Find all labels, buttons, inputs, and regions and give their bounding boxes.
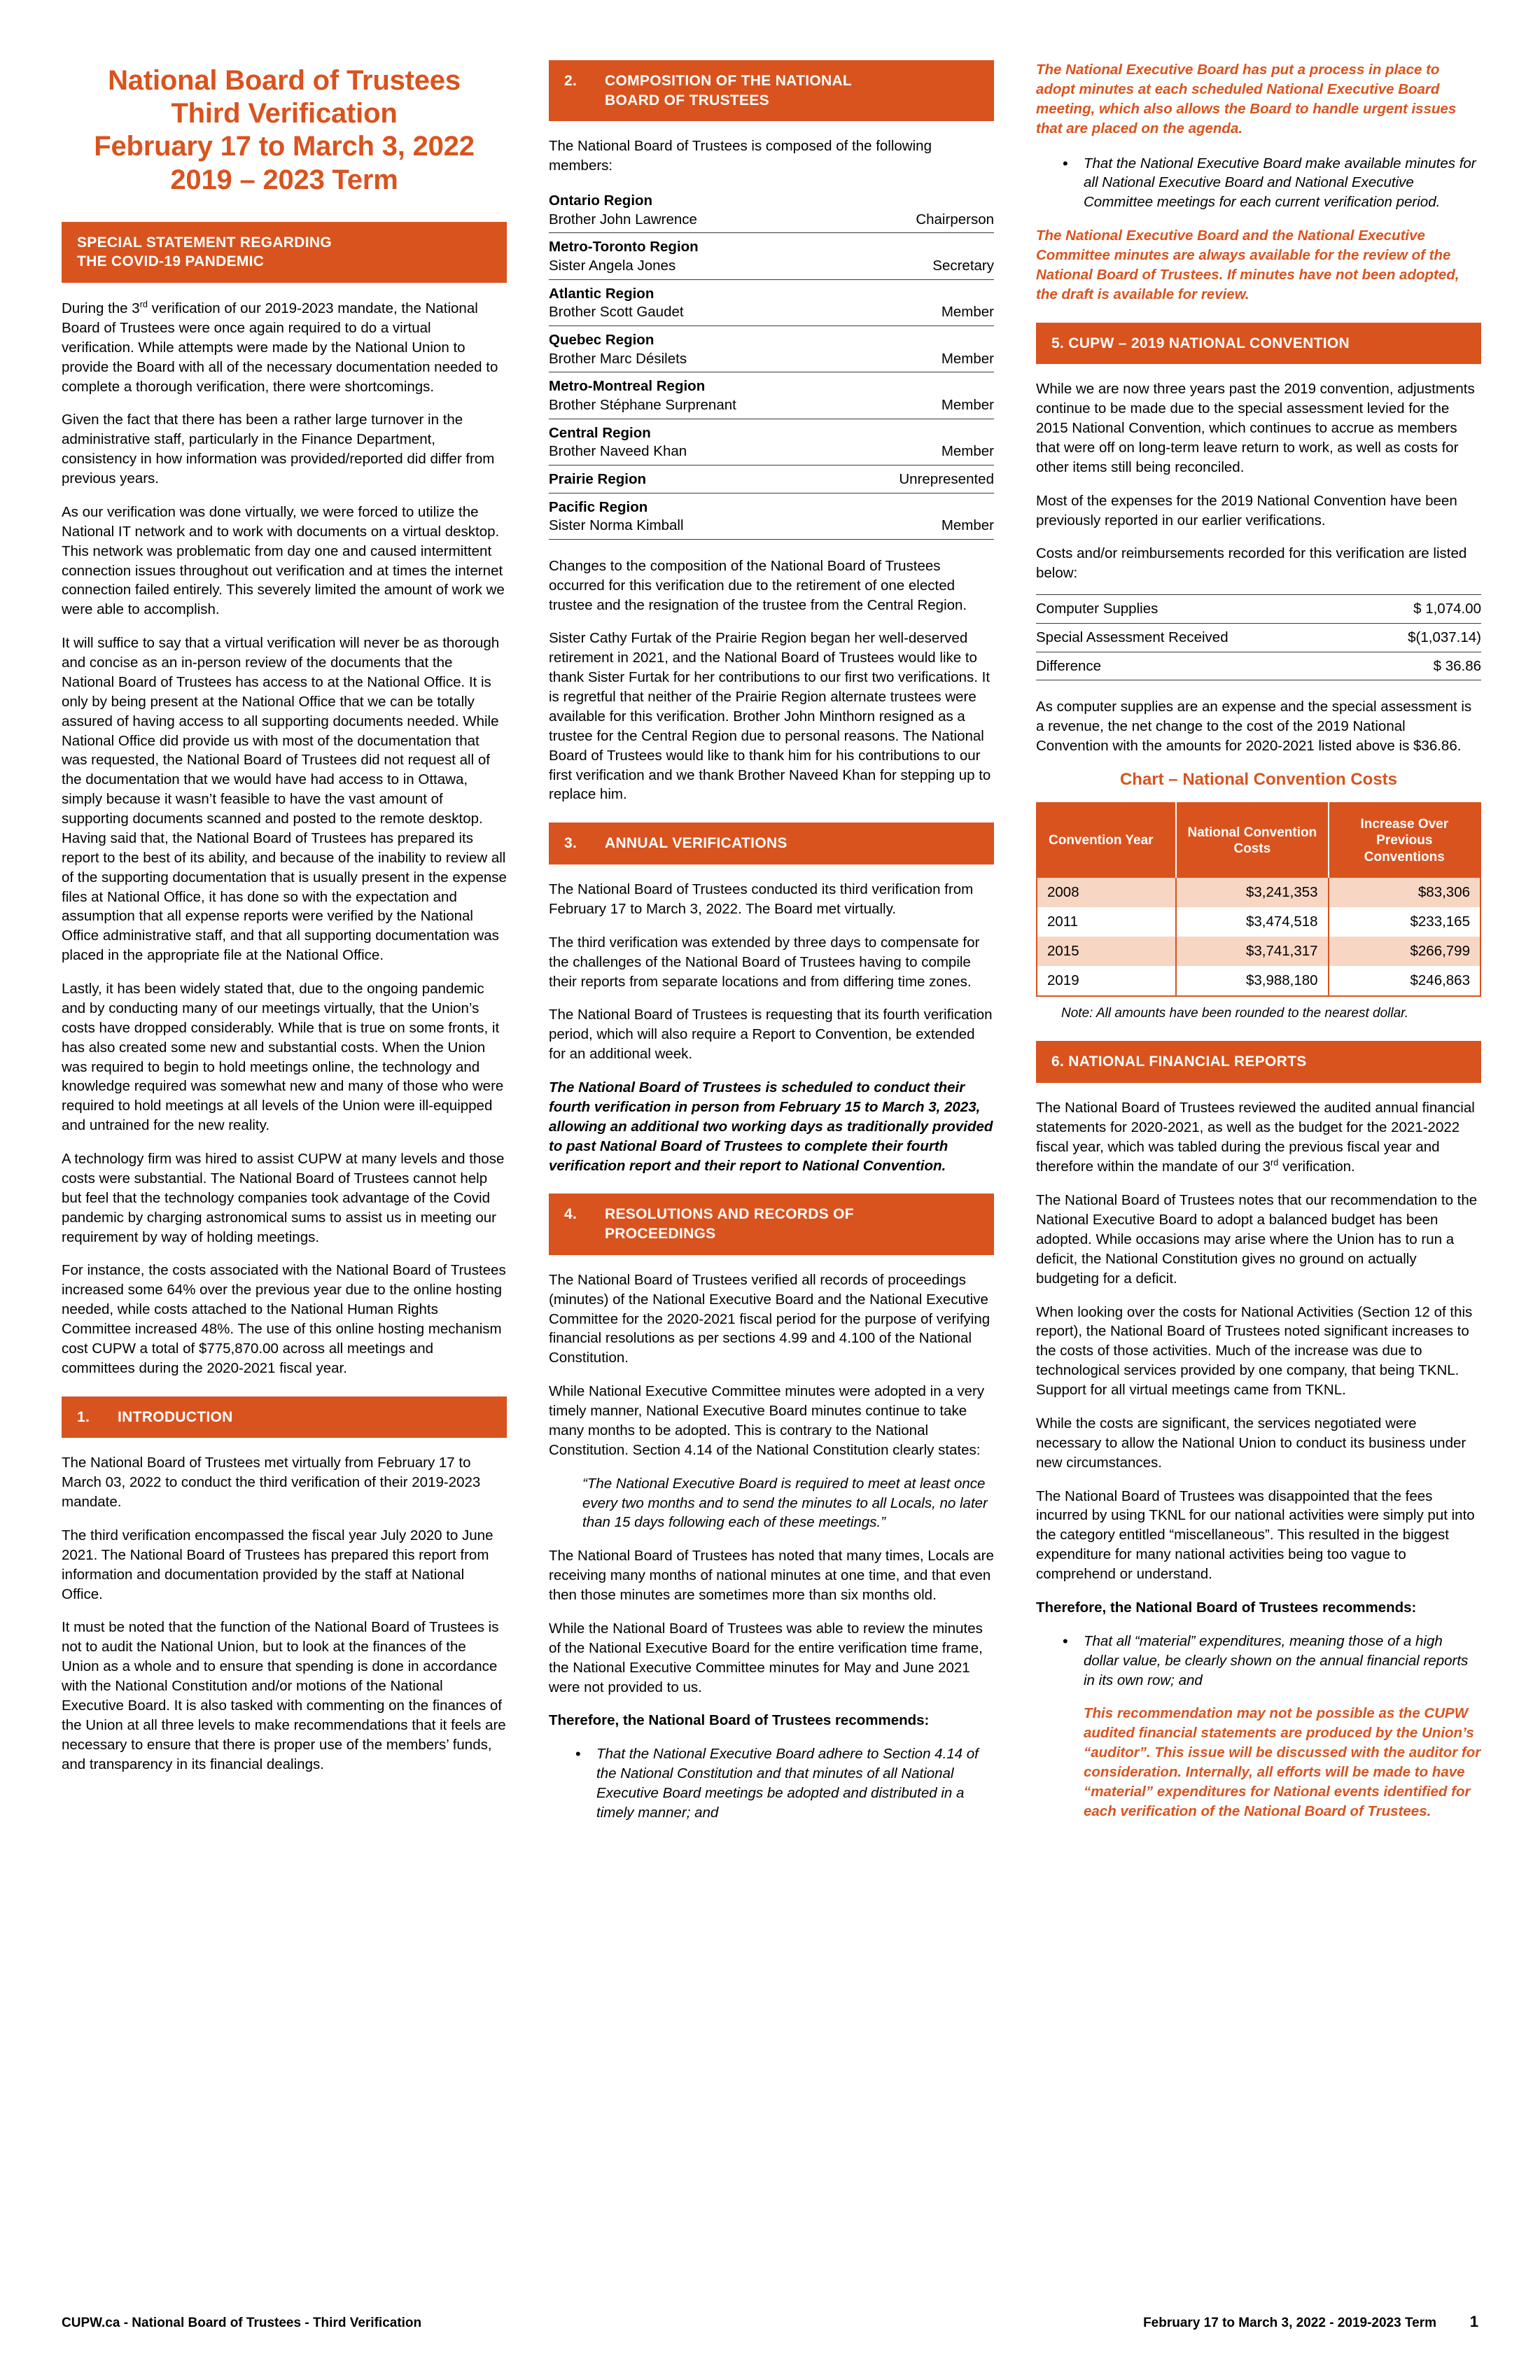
title-line-4: 2019 – 2023 Term	[170, 164, 398, 195]
member-role: Member	[941, 517, 994, 534]
title-line-2: Third Verification	[171, 98, 398, 130]
section-2-title-line-1: COMPOSITION OF THE NATIONAL	[605, 73, 853, 89]
cost-amount: $ 36.86	[1358, 652, 1481, 680]
section-2-number: 2.	[564, 73, 578, 89]
section-4-recommendation-list	[549, 1744, 994, 1823]
section-3-paragraph-4: The National Board of Trustees is scheduled to conduct their fourth verification in person from February 15 to March 3, 2023, allowing an additional two working days as traditionally provided to past National Board of Trustees to complete their fourth verification report and their report to National Convention.	[549, 1079, 993, 1174]
table-row	[549, 326, 994, 372]
ordinal-superscript: rd	[1270, 1157, 1279, 1168]
section-4-heading	[549, 1194, 994, 1254]
section-1-title: INTRODUCTION	[118, 1408, 233, 1425]
table-row	[549, 279, 994, 326]
section-4-title-line-1: RESOLUTIONS AND RECORDS OF	[605, 1206, 854, 1223]
section-4-response-2: The National Executive Board and the National Executive Committee minutes are always available for the review of the National Board of Trustees. If minutes have not been adopted, the draft is available for review.	[1036, 227, 1460, 302]
section-5-paragraph-3: Costs and/or reimbursements recorded for this verification are listed below:	[1036, 545, 1467, 582]
cell-convention-cost: $3,474,518	[1176, 907, 1328, 937]
section-4-paragraph-1: The National Board of Trustees verified all records of proceedings (minutes) of the National Executive Board and the National Executive Committee for the 2020-2021 fiscal period for the purpose of verifying financial resolutions as per sections 4.99 and 4.100 of the National Constitution.	[549, 1271, 990, 1366]
special-statement-heading	[62, 222, 507, 283]
list-item: • That the National Executive Board make available minutes for all National Executive Board and National Executive Committee meetings for each current verification period.	[1060, 154, 1481, 213]
special-statement-paragraph-3: As our verification was done virtually, we were forced to utilize the National IT network and to work with documents on a virtual desktop. This network was problematic from day one and caused intermittent connection issues throughout out verification and at times the internet connection failed entirely. This severely limited the amount of work we were able to accomplish.	[62, 503, 505, 618]
table-row	[1036, 652, 1481, 680]
page-footer	[62, 2313, 1478, 2337]
column-two	[549, 60, 994, 1837]
special-statement-paragraph-7: For instance, the costs associated with the National Board of Trustees increased some 64% over the previous year due to the online hosting needed, while costs attached to the National Human Rights Committee increased 48%. The use of this online hosting mechanism cost CUPW a total of $775,870.00 across all meetings and committees during the 2020-2021 fiscal year.	[62, 1262, 506, 1376]
member-name: Sister Angela Jones	[549, 258, 676, 274]
special-statement-heading-line-2: THE COVID-19 PANDEMIC	[77, 253, 265, 270]
special-statement-heading-line-1: SPECIAL STATEMENT REGARDING	[77, 234, 332, 251]
member-region: Prairie Region	[549, 470, 646, 487]
section-4-paragraph-3: The National Board of Trustees has noted that many times, Locals are receiving many months of national minutes at one time, and that even then those minutes are sometimes more than six months old.	[549, 1548, 994, 1604]
section6-para1-prefix: The National Board of Trustees reviewed the audited annual financial statements for 2020-2021, as well as the budget for the 2021-2022 fiscal year, which was tabled during the previous fiscal year and therefore within the mandate of our 3	[1036, 1099, 1475, 1175]
title-line-1: National Board of Trustees	[108, 65, 461, 96]
section-1-number: 1.	[77, 1408, 90, 1425]
section-1-heading	[62, 1396, 507, 1438]
footer-right-text: February 17 to March 3, 2022 - 2019-2023 Term	[1143, 2316, 1436, 2330]
section-6-recommends-label: Therefore, the National Board of Trustees recommends:	[1036, 1599, 1417, 1616]
cell-convention-cost: $3,241,353	[1176, 878, 1328, 907]
member-name: Brother Naveed Khan	[549, 443, 687, 460]
table-row	[1037, 937, 1480, 966]
section-5-heading	[1036, 323, 1481, 365]
section-4-recommendation-list-continued	[1036, 154, 1481, 213]
list-item: • That the National Executive Board adhere to Section 4.14 of the National Constitution and that minutes of all National Executive Board meetings be adopted and distributed in a timely manner; and	[573, 1744, 994, 1823]
member-name: Brother Scott Gaudet	[549, 304, 684, 321]
cost-label: Difference	[1036, 652, 1358, 680]
table-row	[549, 187, 994, 233]
member-role: Member	[941, 304, 994, 321]
chart-title: Chart – National Convention Costs	[1119, 769, 1398, 789]
section-4-number: 4.	[564, 1206, 578, 1223]
section6-para1-suffix: verification.	[1278, 1158, 1355, 1175]
section-2-paragraph-1: Changes to the composition of the National Board of Trustees occurred for this verification due to the retirement of one elected trustee and the resignation of the trustee from the Central Region.	[549, 557, 967, 613]
section-4-response-1: The National Executive Board has put a process in place to adopt minutes at each scheduled National Executive Board meeting, which also allows the Board to handle urgent issues that are placed on the agenda.	[1036, 62, 1457, 136]
section-6-title: 6. NATIONAL FINANCIAL REPORTS	[1051, 1054, 1307, 1070]
title-line-3: February 17 to March 3, 2022	[94, 131, 475, 162]
section-6-paragraph-1	[1036, 1098, 1481, 1177]
member-name: Brother Marc Désilets	[549, 350, 687, 367]
section-2-heading	[549, 60, 994, 121]
table-row	[549, 372, 994, 419]
table-row	[549, 233, 994, 279]
special-statement-paragraph-4: It will suffice to say that a virtual verification will never be as thorough and concise as an in-person review of the documents that the National Board of Trustees has access to at the National Office. It is only by being present at the National Office that we can be totally assured of having access to all supporting documents needed. While National Office did provide us with most of the documentation that was requested, the National Board of Trustees did not request all of the documentation that we would have had access to in Ottawa, simply because it wasn’t feasible to have the vast amount of supporting documents scanned and posted to the remote desktop. Having said that, the National Board of Trustees has prepared its report to the best of its ability, and because of the inability to review all of the supporting documentation that is usually present in the expense files at National Office, it has done so with the expectation and assumption that all expense reports were verified by the National Office administrative staff, and that all supporting documentation was placed in the appropriate file at the National Office.	[62, 635, 507, 964]
member-region: Metro-Montreal Region	[549, 378, 706, 395]
special-statement-paragraph-2: Given the fact that there has been a rather large turnover in the administrative staff, particularly in the Finance Department, consistency in how information was provided/reported did differ from previous years.	[62, 412, 495, 487]
special-statement-paragraph-1	[62, 298, 507, 396]
table-row	[1036, 623, 1481, 652]
section-6-paragraph-3: When looking over the costs for National Activities (Section 12 of this report), the National Board of Trustees noted significant increases to the costs of those activities. Much of the increase was due to technological services provided by one company, that being TKNL. Support for all virtual meetings came from TKNL.	[1036, 1303, 1473, 1399]
three-column-layout	[62, 60, 1483, 2279]
section-1-paragraph-2: The third verification encompassed the fiscal year July 2020 to June 2021. The National Board of Trustees has prepared this report from information and documentation provided by the staff at National Office.	[62, 1527, 493, 1602]
section-4-constitution-quote: “The National Executive Board is required to meet at least once every two months and to send the minutes to all Locals, no later than 15 days following each of these meetings.”	[582, 1475, 988, 1531]
list-item: • That all “material” expenditures, meaning those of a high dollar value, be clearly shown on the annual financial reports in its own row; and	[1060, 1632, 1481, 1690]
special-statement-paragraph-5: Lastly, it has been widely stated that, due to the ongoing pandemic and by conducting many of our meetings virtually, that the Union’s costs have dropped considerably. While that is true on some fronts, it has also created some new and substantial costs. When the Union was required to begin to hold meetings online, the technology and knowledge required was somewhat new and many of those who were required to hold meetings at all levels of the Union were ill-equipped and untrained for the new reality.	[62, 981, 504, 1134]
board-members-table	[549, 187, 994, 540]
section-4-paragraph-2: While National Executive Committee minutes were adopted in a very timely manner, National Executive Board minutes continue to take many months to be adopted. This is contrary to the National Constitution. Section 4.14 of the National Constitution clearly states:	[549, 1383, 985, 1458]
section-5-title: 5. CUPW – 2019 NATIONAL CONVENTION	[1051, 335, 1350, 351]
section-5-paragraph-1: While we are now three years past the 2019 convention, adjustments continue to be made due to the special assessment levied for the 2015 National Convention, which continues to accrue as members that were off on long-term leave return to work, as well as costs for other items still being reconciled.	[1036, 381, 1475, 475]
column-three	[1036, 60, 1481, 1837]
member-region: Atlantic Region	[549, 285, 654, 302]
section-4-title	[605, 1205, 980, 1243]
section-6-heading	[1036, 1041, 1481, 1083]
table-header-row	[1037, 803, 1480, 878]
section-2-intro: The National Board of Trustees is composed of the following members:	[549, 138, 932, 174]
national-convention-costs-table	[1036, 802, 1481, 997]
chart-note: Note: All amounts have been rounded to the nearest dollar.	[1061, 1006, 1409, 1021]
member-role: Member	[941, 396, 994, 413]
special-statement-paragraph-6: A technology firm was hired to assist CUPW at many levels and those costs were substantial. The National Board of Trustees cannot help but feel that the technology companies took advantage of the Covid pandemic by charging astronomical sums to assist us in meeting our requirement by way of holding meetings.	[62, 1151, 505, 1245]
section-1-paragraph-3: It must be noted that the function of the National Board of Trustees is not to audit the National Union, but to look at the finances of the Union as a whole and to ensure that spending is done in accordance with the National Constitution and/or motions of the National Executive Board. It is also tasked with commenting on the finances of the Union at all three levels to make recommendations that it feels are necessary to ensure that there is proper use of the members’ funds, and transparency in its financial dealings.	[62, 1619, 506, 1772]
section-2-title	[605, 71, 980, 110]
section-6-recommendation-list	[1036, 1632, 1481, 1690]
para1-prefix: During the 3	[62, 300, 140, 317]
table-row	[1037, 966, 1480, 996]
section-3-paragraph-1: The National Board of Trustees conducted its third verification from February 17 to March 3, 2022. The Board met virtually.	[549, 881, 974, 917]
member-name: Brother Stéphane Surprenant	[549, 396, 736, 413]
section-2-title-line-2: BOARD OF TRUSTEES	[605, 92, 769, 108]
member-name: Sister Norma Kimball	[549, 517, 684, 534]
cell-increase: $266,799	[1329, 937, 1480, 966]
page-number: 1	[1469, 2313, 1478, 2330]
table-row	[549, 465, 994, 493]
cost-label: Special Assessment Received	[1036, 623, 1358, 652]
section-1-paragraph-1: The National Board of Trustees met virtually from February 17 to March 03, 2022 to conduct the third verification of their 2019-2023 mandate.	[62, 1455, 481, 1511]
cell-increase: $246,863	[1329, 966, 1480, 996]
cell-year: 2008	[1037, 878, 1176, 907]
section-6-response-1: This recommendation may not be possible as the CUPW audited financial statements are produced by the Union’s “auditor”. This issue will be discussed with the auditor for consideration. Internally, all efforts will be made to have “material” expenditures for National events identified for each verification of the National Board of Trustees.	[1084, 1705, 1481, 1819]
section-3-paragraph-2: The third verification was extended by three days to compensate for the challenges of the National Board of Trustees having to compile their reports from separate locations and from differing time zones.	[549, 934, 980, 990]
cost-label: Computer Supplies	[1036, 595, 1358, 624]
member-role: Unrepresented	[899, 470, 994, 487]
cell-increase: $83,306	[1329, 878, 1480, 907]
column-header-national-convention-costs: National Convention Costs	[1176, 803, 1328, 878]
cell-year: 2019	[1037, 966, 1176, 996]
section-5-paragraph-4: As computer supplies are an expense and the special assessment is a revenue, the net change to the cost of the 2019 National Convention with the amounts for 2020-2021 listed above is $36.86.	[1036, 699, 1472, 754]
column-header-increase-over-previous: Increase Over Previous Conventions	[1329, 803, 1480, 878]
column-one	[62, 60, 507, 1788]
table-row	[1037, 907, 1480, 937]
section-6-paragraph-4: While the costs are significant, the services negotiated were necessary to allow the National Union to conduct its business under new circumstances.	[1036, 1415, 1466, 1471]
section-3-heading	[549, 822, 994, 864]
section-6-paragraph-5: The National Board of Trustees was disappointed that the fees incurred by using TKNL for our national activities were simply put into the category entitled “miscellaneous”. This resulted in the biggest expenditure for many national activities being too vague to comprehend or understand.	[1036, 1488, 1475, 1583]
section-6-paragraph-2: The National Board of Trustees notes that our recommendation to the National Executive Board to adopt a balanced budget has been adopted. While occasions may arise where the Union has to run a deficit, the National Constitution gives no ground on actually budgeting for a deficit.	[1036, 1192, 1478, 1287]
para1-suffix: verification of our 2019-2023 mandate, the National Board of Trustees were once again required to do a virtual verification. While attempts were made by the National Union to provide the Board with all of the necessary documentation needed to complete a thorough verification, there were shortcomings.	[62, 300, 498, 395]
member-region: Metro-Toronto Region	[549, 239, 699, 255]
ordinal-superscript: rd	[139, 299, 148, 310]
section-4-recommends-label: Therefore, the National Board of Trustees recommends:	[549, 1712, 930, 1729]
member-region: Pacific Region	[549, 498, 648, 515]
footer-left-text: CUPW.ca - National Board of Trustees - Third Verification	[62, 2316, 422, 2330]
cell-convention-cost: $3,988,180	[1176, 966, 1328, 996]
convention-cost-summary-table	[1036, 594, 1481, 680]
cell-year: 2015	[1037, 937, 1176, 966]
member-region: Quebec Region	[549, 332, 654, 349]
section-4-paragraph-4: While the National Board of Trustees was able to review the minutes of the National Executive Board for the entire verification time frame, the National Executive Committee minutes for May and June 2021 were not provided to us.	[549, 1620, 983, 1695]
table-row	[1037, 878, 1480, 907]
section-4-title-line-2: PROCEEDINGS	[605, 1226, 716, 1242]
member-name: Brother John Lawrence	[549, 211, 697, 227]
cell-convention-cost: $3,741,317	[1176, 937, 1328, 966]
cost-amount: $ 1,074.00	[1358, 595, 1481, 624]
cell-year: 2011	[1037, 907, 1176, 937]
section-3-title: ANNUAL VERIFICATIONS	[605, 835, 788, 852]
section-3-number: 3.	[564, 835, 578, 852]
member-role: Chairperson	[916, 211, 994, 227]
section-5-paragraph-2: Most of the expenses for the 2019 National Convention have been previously reported in our earlier verifications.	[1036, 492, 1457, 528]
member-role: Member	[941, 350, 994, 367]
member-region: Ontario Region	[549, 192, 653, 209]
table-row	[549, 419, 994, 465]
section-2-paragraph-2: Sister Cathy Furtak of the Prairie Region began her well-deserved retirement in 2021, and the National Board of Trustees would like to thank Sister Furtak for her contributions to our first two verifications. It is regretful that neither of the Prairie Region alternate trustees were available for this verification. Brother John Minthorn resigned as a trustee for the Central Region due to personal reasons. The National Board of Trustees would like to thank him for his contributions to our first verification and we thank Brother Naveed Khan for stepping up to replace him.	[549, 630, 991, 803]
section-3-paragraph-3: The National Board of Trustees is requesting that its fourth verification period, which will also require a Report to Convention, be extended for an additional week.	[549, 1007, 993, 1063]
column-header-convention-year: Convention Year	[1037, 803, 1176, 878]
cell-increase: $233,165	[1329, 907, 1480, 937]
cost-amount: $(1,037.14)	[1358, 623, 1481, 652]
page-title	[62, 64, 507, 197]
member-region: Central Region	[549, 424, 651, 441]
member-role: Secretary	[932, 258, 994, 274]
member-role: Member	[941, 443, 994, 460]
table-row	[549, 493, 994, 539]
table-row	[1036, 595, 1481, 624]
